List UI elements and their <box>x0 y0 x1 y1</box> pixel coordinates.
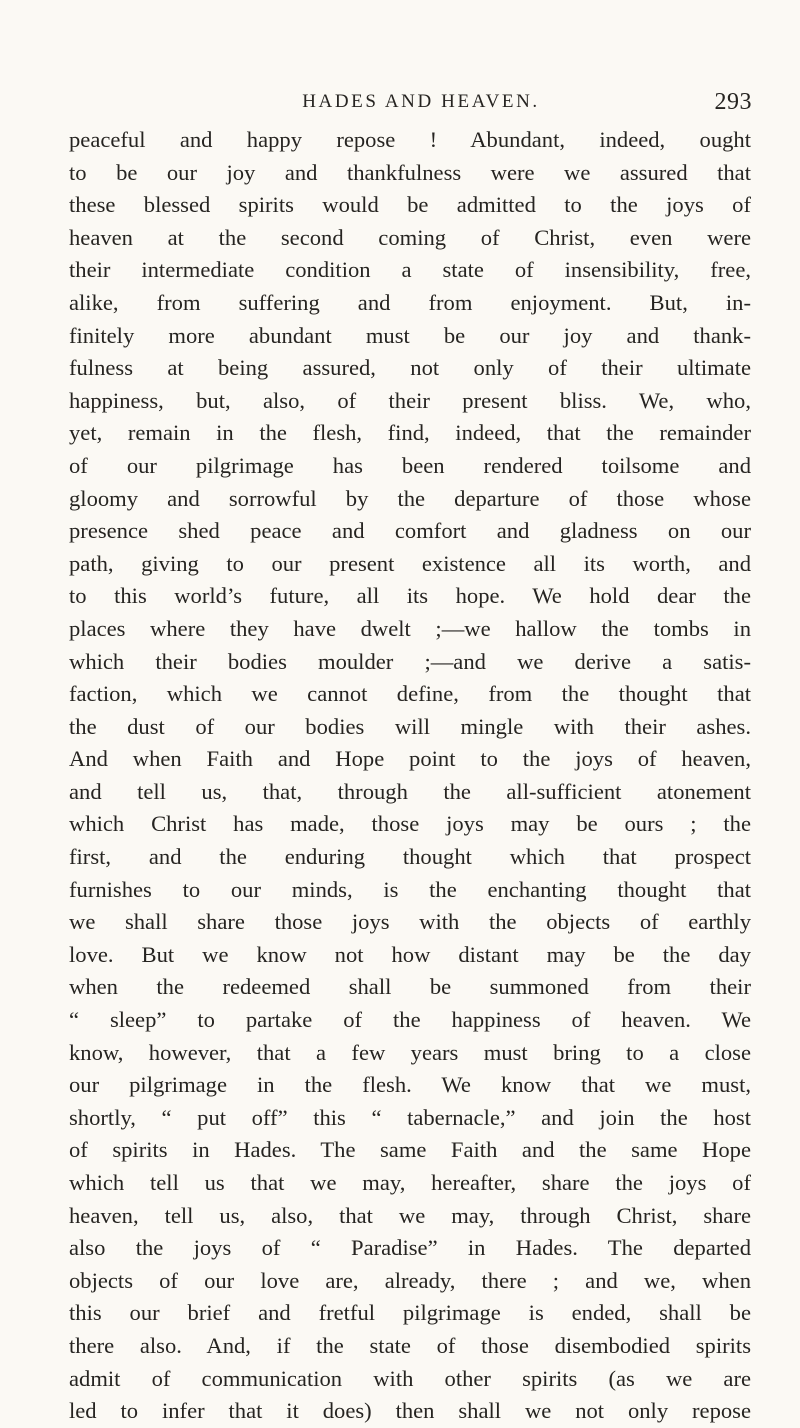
text-line: first, and the enduring thought which that prospect <box>69 844 751 870</box>
text-line: furnishes to our minds, is the enchanting thought that <box>69 876 751 902</box>
text-line: faction, which we cannot define, from the thought that <box>69 681 751 707</box>
text-line: objects of our love are, already, there ; and we, when <box>69 1267 751 1293</box>
text-line: admit of communication with other spirits (as we are <box>69 1365 751 1391</box>
text-line: yet, remain in the flesh, find, indeed, that the remainder <box>69 420 751 446</box>
text-line: also the joys of “ Paradise” in Hades. The departed <box>69 1235 751 1261</box>
text-line: the dust of our bodies will mingle with their ashes. <box>69 713 751 739</box>
text-line: which their bodies moulder ;—and we derive a satis- <box>69 648 751 674</box>
text-line: peaceful and happy repose ! Abundant, indeed, ought <box>69 127 751 152</box>
running-title: HADES AND HEAVEN. <box>302 91 540 112</box>
text-line: led to infer that it does) then shall we not only repose <box>69 1398 751 1424</box>
text-line: presence shed peace and comfort and gladness on our <box>69 518 751 544</box>
text-line: And when Faith and Hope point to the joys of heaven, <box>69 746 751 772</box>
text-line: to this world’s future, all its hope. We hold dear the <box>69 583 751 609</box>
text-line: alike, from suffering and from enjoyment. But, in- <box>69 289 751 315</box>
text-line: heaven, tell us, also, that we may, through Christ, share <box>69 1202 751 1228</box>
text-line: heaven at the second coming of Christ, even were <box>69 224 751 250</box>
text-line: happiness, but, also, of their present bliss. We, who, <box>69 387 751 413</box>
text-line: finitely more abundant must be our joy and thank- <box>69 322 751 348</box>
text-line: to be our joy and thankfulness were we assured that <box>69 159 751 185</box>
text-line: “ sleep” to partake of the happiness of heaven. We <box>69 1007 751 1033</box>
text-line: our pilgrimage in the flesh. We know that we must, <box>69 1072 751 1098</box>
text-line: path, giving to our present existence all its worth, and <box>69 550 751 576</box>
text-line: gloomy and sorrowful by the departure of those whose <box>69 485 751 511</box>
text-line: love. But we know not how distant may be the day <box>69 941 751 967</box>
text-line: fulness at being assured, not only of their ultimate <box>69 355 751 381</box>
text-line: there also. And, if the state of those disembodied spirits <box>69 1332 751 1358</box>
text-line: of spirits in Hades. The same Faith and the same Hope <box>69 1137 751 1163</box>
text-line: this our brief and fretful pilgrimage is ended, shall be <box>69 1300 751 1326</box>
text-line: of our pilgrimage has been rendered toilsome and <box>69 452 751 478</box>
page-number: 293 <box>714 89 752 115</box>
text-line: these blessed spirits would be admitted to the joys of <box>69 192 751 218</box>
text-line: we shall share those joys with the objects of earthly <box>69 909 751 935</box>
running-header <box>70 86 752 118</box>
text-line: their intermediate condition a state of insensibility, free, <box>69 257 751 283</box>
text-line: know, however, that a few years must bring to a close <box>69 1039 751 1065</box>
text-line: and tell us, that, through the all-sufficient atonement <box>69 778 751 804</box>
text-line: which tell us that we may, hereafter, share the joys of <box>69 1170 751 1195</box>
body-text <box>69 124 751 1428</box>
text-line: when the redeemed shall be summoned from their <box>69 974 751 1000</box>
text-line: places where they have dwelt ;—we hallow the tombs in <box>69 615 751 641</box>
text-line: shortly, “ put off” this “ tabernacle,” and join the host <box>69 1104 751 1130</box>
text-line: which Christ has made, those joys may be ours ; the <box>69 811 751 837</box>
